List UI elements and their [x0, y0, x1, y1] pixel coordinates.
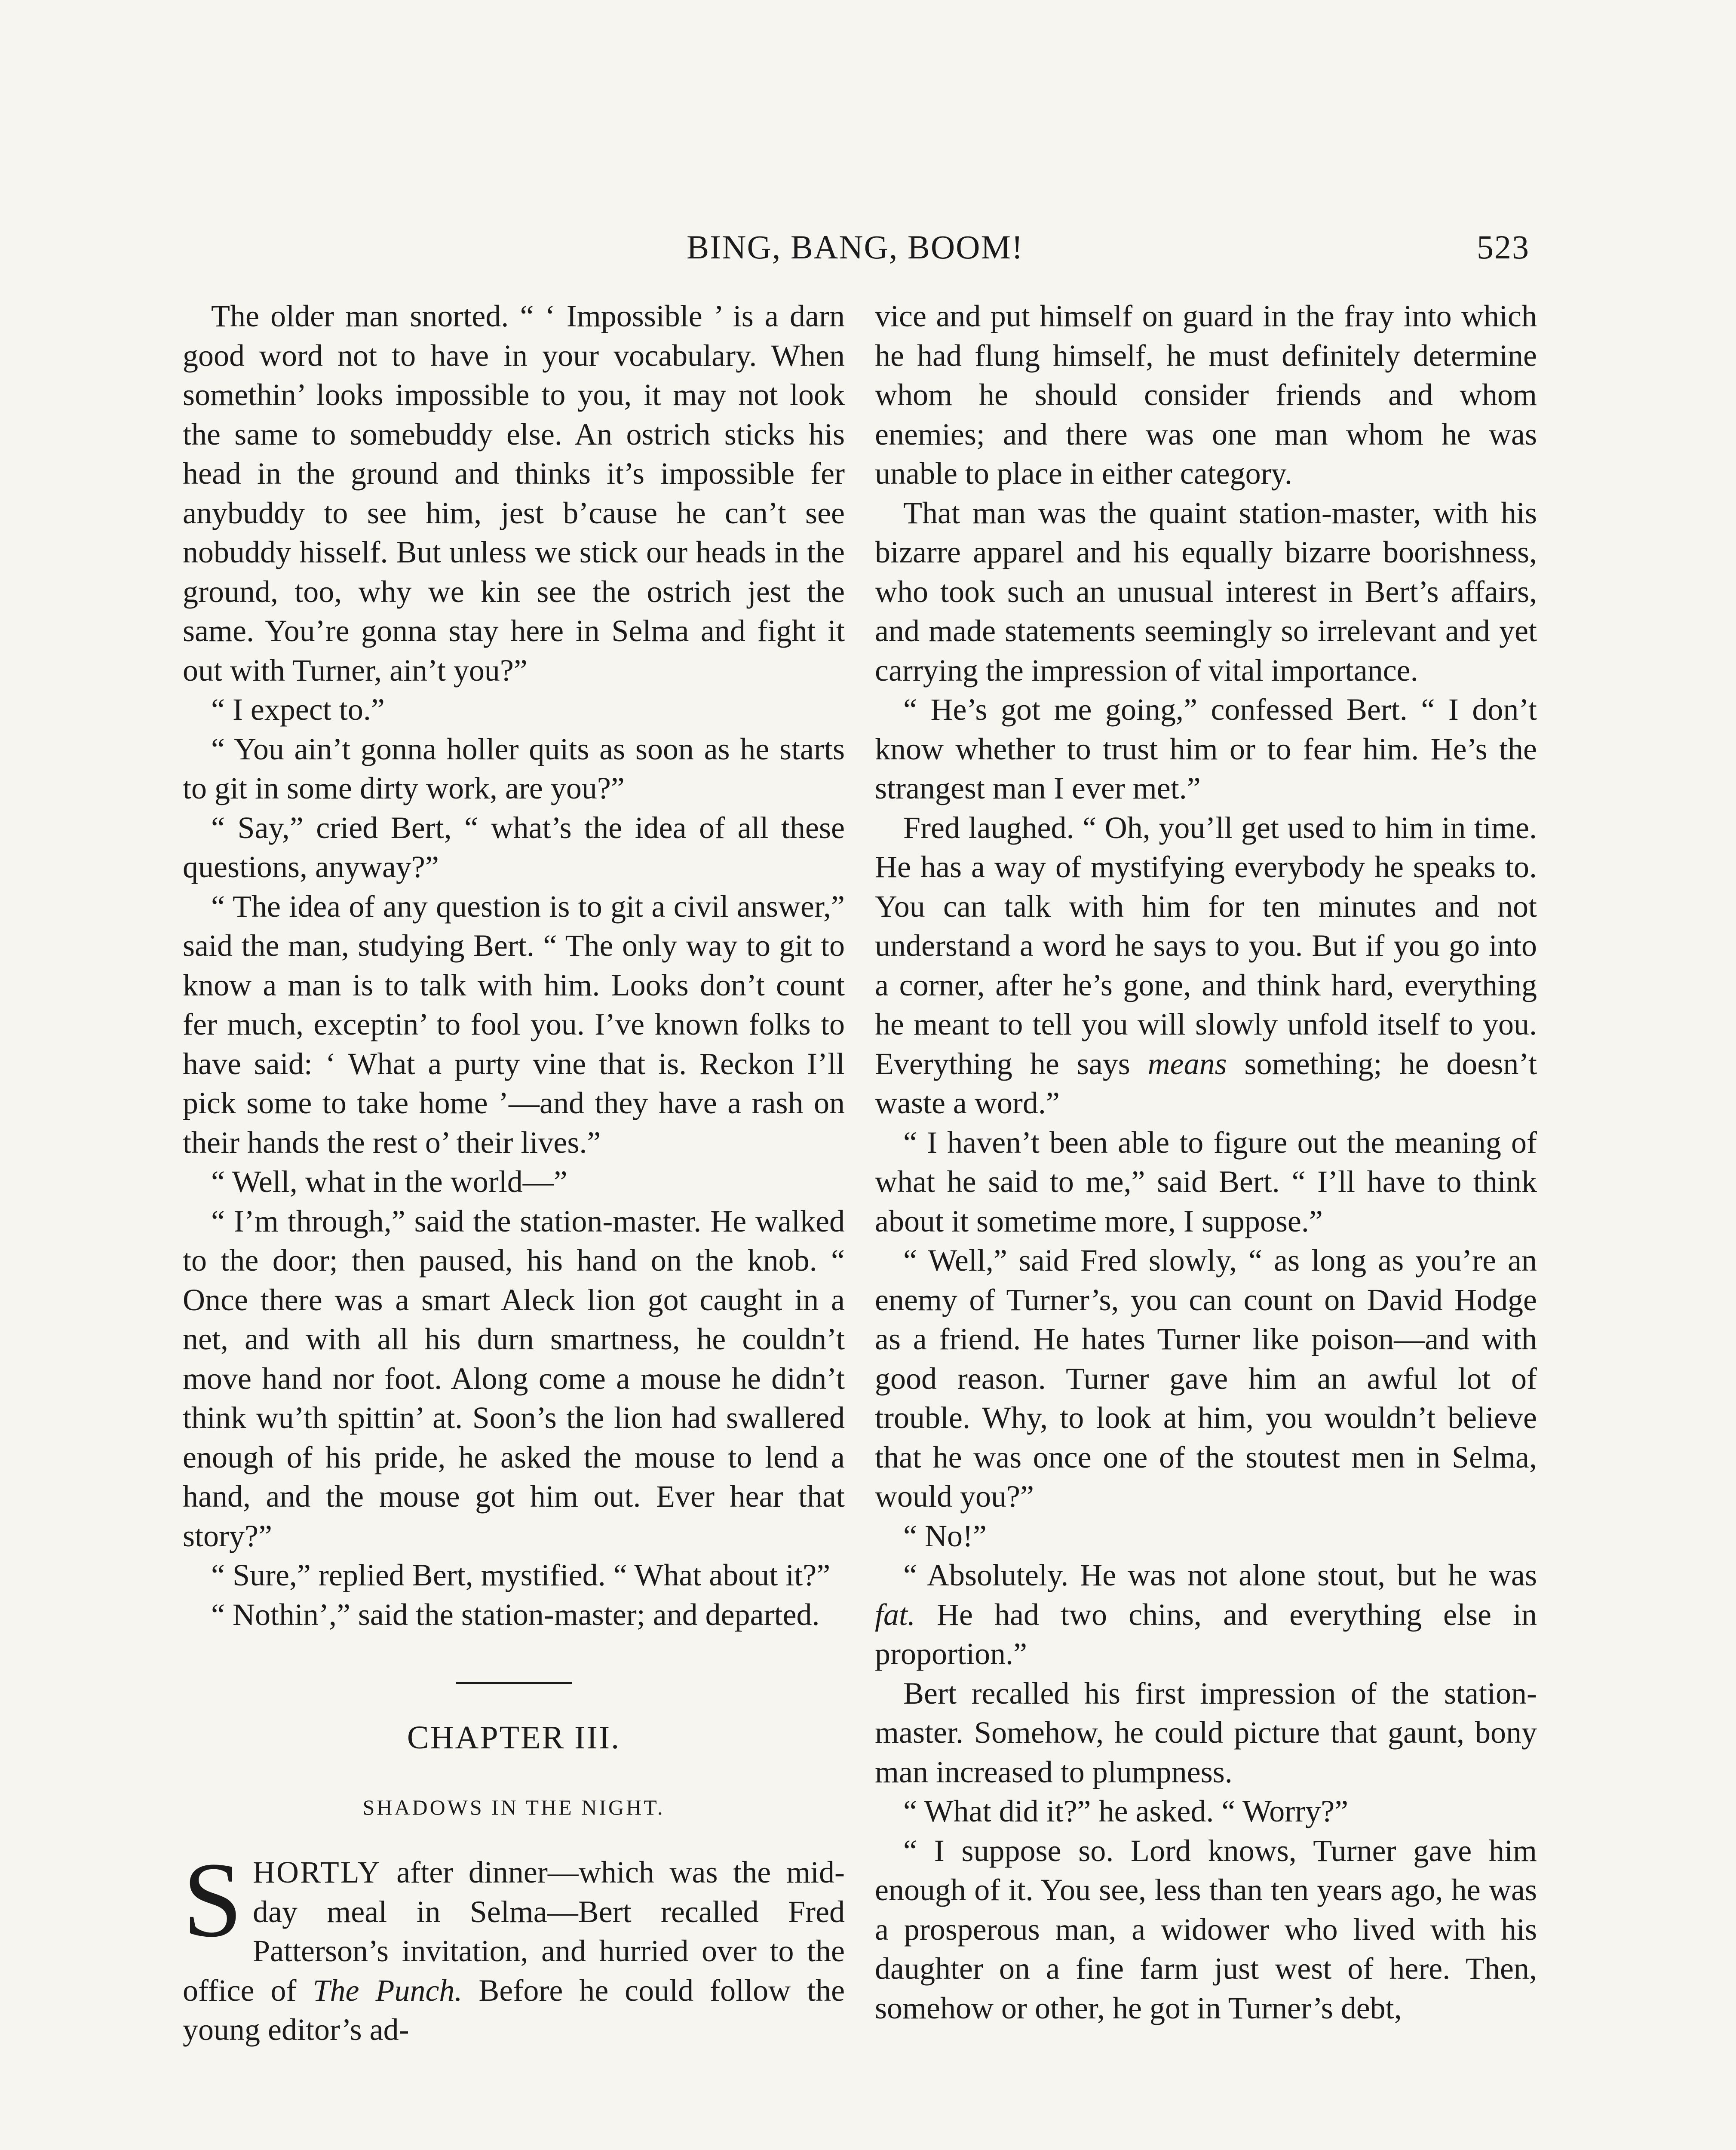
- text-span: Fred laughed. “ Oh, you’ll get used to him in time. He has a way of mystifying everybody he speaks to. You can talk with him for ten minutes and not understand a word he says to you. But if you go into a corner, after he’s gone, and think hard, everything he meant to tell you will slowly unfold itself to you. Everything he says: [875, 810, 1537, 1081]
- running-title: BING, BANG, BOOM!: [687, 228, 1024, 266]
- right-column: [875, 297, 1537, 2028]
- paragraph: “ Say,” cried Bert, “ what’s the idea of all these questions, anyway?”: [183, 810, 845, 884]
- text-span: something; he doesn’t waste a word.”: [875, 1046, 1537, 1120]
- paragraph: “ Sure,” replied Bert, mystified. “ What about it?”: [211, 1558, 831, 1592]
- text-span: He had two chins, and everything else in proportion.”: [875, 1597, 1537, 1671]
- paragraph: The older man snorted. “ ‘ Impossible ’ is a darn good word not to have in your vocabulary. When somethin’ looks impossible to you, it may not look the same to somebuddy else. An ostrich sticks his head in the ground and thinks it’s impossible fer anybuddy to see him, jest b’cause he can’t see nobuddy hisself. But unless we stick our heads in the ground, too, why we kin see the ostrich jest the same. You’re gonna stay here in Selma and fight it out with Turner, ain’t you?”: [183, 299, 845, 688]
- paragraph: “ No!”: [903, 1518, 987, 1553]
- text-span: “ Absolutely. He was not alone stout, but he was: [903, 1558, 1537, 1592]
- opening-text: after dinner—which was the mid-day meal in Selma—Bert recalled Fred Patterson’s invitation, and hurried over to the office of: [183, 1855, 845, 2008]
- running-header: [181, 228, 1530, 275]
- chapter-opening-paragraph: [183, 1840, 845, 2050]
- chapter-heading: CHAPTER III.: [407, 1720, 621, 1756]
- paragraph: “ He’s got me going,” confessed Bert. “ I don’t know whether to trust him or to fear him. He’s the strangest man I ever met.”: [875, 692, 1537, 805]
- emphasis: means: [1147, 1046, 1227, 1081]
- paragraph: “ Nothin’,” said the station-master; and departed.: [211, 1597, 820, 1632]
- paragraph: “ The idea of any question is to git a civil answer,” said the man, studying Bert. “ The only way to git to know a man is to talk with him. Looks don’t count fer much, exceptin’ to fool you. I’ve known folks to have said: ‘ What a purty vine that is. Reckon I’ll pick some to take home ’—and they have a rash on their hands the rest o’ their lives.”: [183, 889, 845, 1160]
- opening-small-caps: HORTLY: [253, 1855, 381, 1889]
- page-number: 523: [1477, 228, 1530, 266]
- paragraph: That man was the quaint station-master, with his bizarre apparel and his equally bizarre boorishness, who took such an unusual interest in Bert’s affairs, and made statements seemingly so irrelevant and yet carrying the impression of vital importance.: [875, 495, 1537, 688]
- paragraph: “ I suppose so. Lord knows, Turner gave him enough of it. You see, less than ten years ago, he was a prosperous man, a widower who lived with his daughter on a fine farm just west of here. Then, somehow or other, he got in Turner’s debt,: [875, 1833, 1537, 2025]
- drop-cap: S: [183, 1840, 243, 1960]
- paragraph: “ Well,” said Fred slowly, “ as long as you’re an enemy of Turner’s, you can count on David Hodge as a friend. He hates Turner like poison—and with good reason. Turner gave him an awful lot of trouble. Why, to look at him, you wouldn’t believe that he was once one of the stoutest men in Selma, would you?”: [875, 1243, 1537, 1514]
- paragraph: “ I haven’t been able to figure out the meaning of what he said to me,” said Bert. “ I’ll have to think about it sometime more, I suppose.”: [875, 1125, 1537, 1238]
- paragraph: “ You ain’t gonna holler quits as soon as he starts to git in some dirty work, are you?”: [183, 731, 845, 805]
- paragraph: [875, 1556, 1537, 1674]
- paragraph: [875, 808, 1537, 1123]
- paragraph: “ I’m through,” said the station-master. He walked to the door; then paused, his hand on the knob. “ Once there was a smart Aleck lion got caught in a net, and with all his durn smartness, he couldn’t move hand nor foot. Along come a mouse he didn’t think wu’th spittin’ at. Soon’s the lion had swallered enough of his pride, he asked the mouse to lend a hand, and the mouse got him out. Ever hear that story?”: [183, 1204, 845, 1553]
- paragraph: “ I expect to.”: [211, 692, 385, 727]
- left-column: [183, 297, 845, 2050]
- publication-title: The Punch.: [313, 1973, 463, 2008]
- emphasis: fat.: [875, 1597, 916, 1632]
- opening-text-end: Before he could follow the young editor’s ad-: [183, 1973, 845, 2047]
- section-divider: [456, 1682, 572, 1684]
- paragraph: Bert recalled his first impression of the station-master. Somehow, he could picture that gaunt, bony man increased to plumpness.: [875, 1676, 1537, 1789]
- paragraph: “ What did it?” he asked. “ Worry?”: [903, 1794, 1349, 1828]
- paragraph: vice and put himself on guard in the fray into which he had flung himself, he must definitely determine whom he should consider friends and whom enemies; and there was one man whom he was unable to place in either category.: [875, 299, 1537, 491]
- paragraph: “ Well, what in the world—”: [211, 1164, 567, 1199]
- chapter-subtitle: SHADOWS IN THE NIGHT.: [362, 1795, 665, 1819]
